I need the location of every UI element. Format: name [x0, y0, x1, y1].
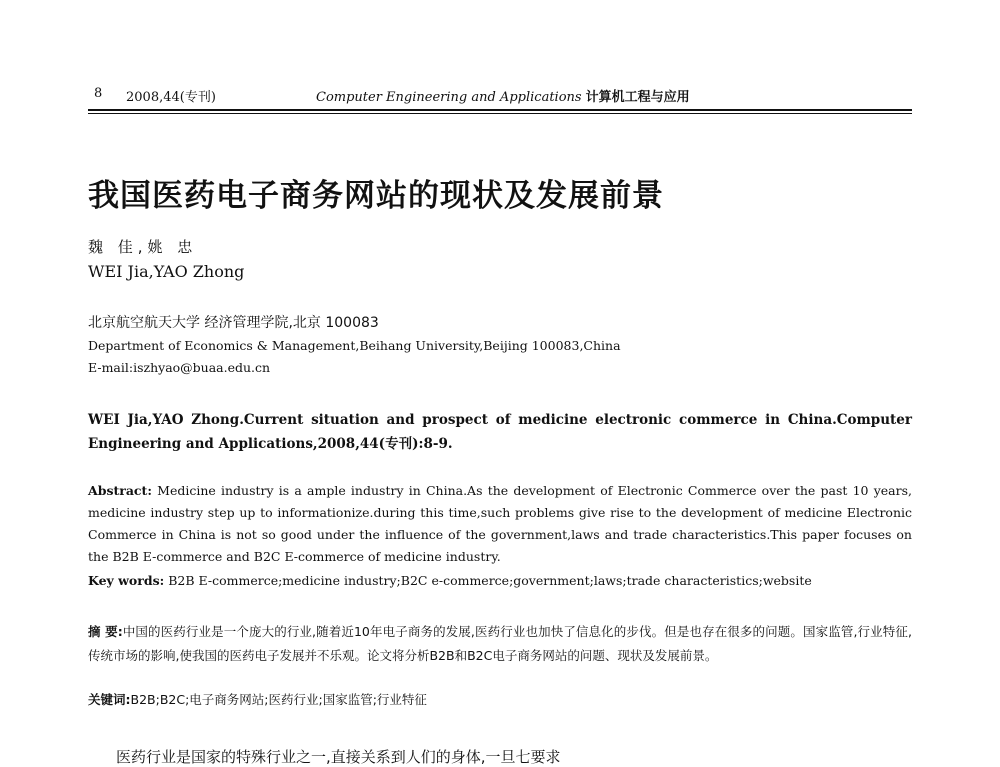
body-text-start: 医药行业是国家的特殊行业之一,直接关系到人们的身体,一旦七要求 [116, 748, 561, 766]
header-rule-thin [88, 113, 912, 114]
journal-name-en: Computer Engineering and Applications [316, 90, 582, 105]
abstract-cn [88, 620, 912, 668]
authors-cn: 魏 佳,姚 忠 [88, 238, 198, 256]
keywords-text: B2B E-commerce;medicine industry;B2C e-commerce;government;laws;trade characteristics;website [168, 573, 812, 588]
zhaiyao-label: 摘 要: [88, 624, 123, 639]
abstract-text: Medicine industry is a ample industry in China.As the development of Electronic Commerce over the past 10 years, medicine industry step up to informationize.during this time,such problems give rise to the development of medicine Electronic Commerce in China is not so good under the influence of the government,laws and trade characteristics.This paper focuses on the B2B E-commerce and B2C E-commerce of medicine industry. [88, 483, 912, 564]
journal-name [316, 86, 690, 105]
keywords-en [88, 570, 912, 592]
abstract-label: Abstract: [88, 483, 152, 498]
running-header [88, 84, 912, 106]
paper-title: 我国医药电子商务网站的现状及发展前景 [88, 178, 664, 214]
zhaiyao-text: 中国的医药行业是一个庞大的行业,随着近10年电子商务的发展,医药行业也加快了信息化的步伐。但是也存在很多的问题。国家监管,行业特征,传统市场的影响,使我国的医药电子发展并不乐观。论文将分析B2B和B2C电子商务网站的问题、现状及发展前景。 [88, 624, 912, 663]
guanjianci-text: B2B;B2C;电子商务网站;医药行业;国家监管;行业特征 [130, 692, 427, 707]
email: E-mail:iszhyao@buaa.edu.cn [88, 360, 271, 375]
header-rule [88, 109, 912, 111]
abstract-en [88, 480, 912, 568]
citation: WEI Jia,YAO Zhong.Current situation and prospect of medicine electronic commerce in China.Computer Engineering and Applications,2008,44(专刊):8-9. [88, 412, 912, 452]
authors-en: WEI Jia,YAO Zhong [88, 262, 245, 281]
page-number: 8 [94, 86, 103, 101]
guanjianci-label: 关键词: [88, 692, 131, 707]
journal-name-cn: 计算机工程与应用 [585, 90, 690, 105]
keywords-cn [88, 690, 427, 708]
issue-info: 2008,44(专刊) [126, 90, 216, 105]
affiliation-cn: 北京航空航天大学 经济管理学院,北京 100083 [88, 315, 379, 331]
keywords-label: Key words: [88, 573, 165, 588]
affiliation-en: Department of Economics & Management,Beihang University,Beijing 100083,China [88, 338, 621, 353]
